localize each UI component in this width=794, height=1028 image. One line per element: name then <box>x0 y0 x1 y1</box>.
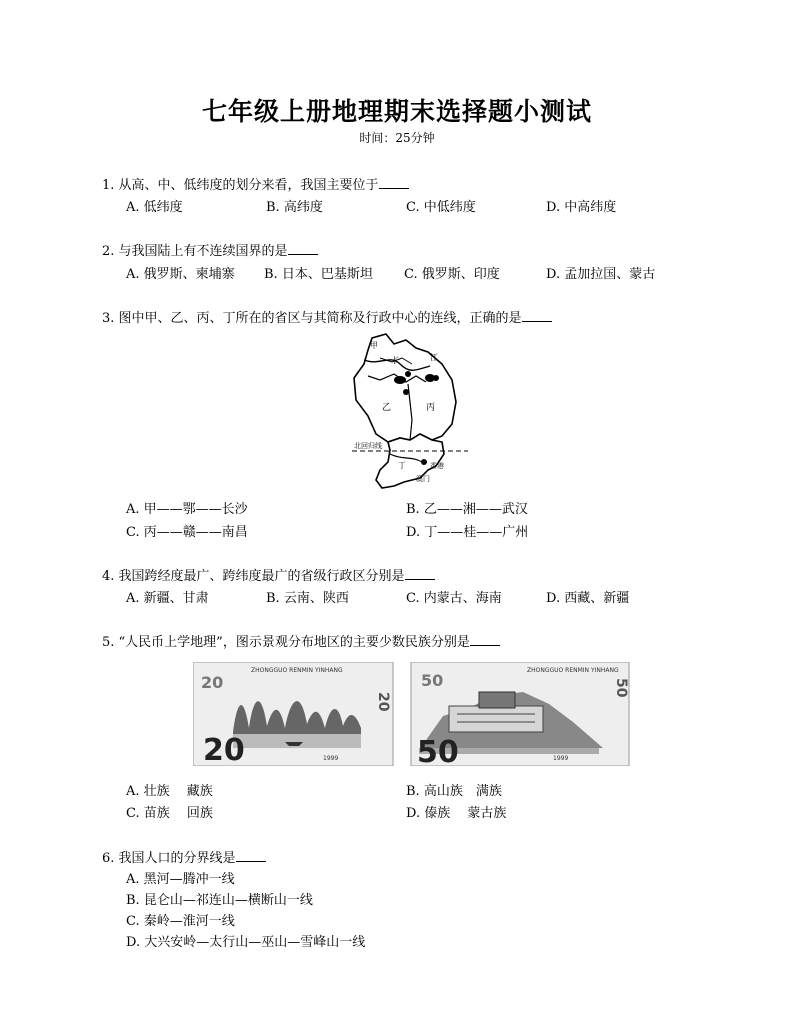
question-stem: 4. 我国跨经度最广、跨纬度最广的省级行政区分别是 <box>102 569 405 584</box>
q6-option-a: A. 黑河—腾冲一线 <box>126 872 235 887</box>
q4-option-b: B. 云南、陕西 <box>266 591 349 606</box>
question-3 <box>102 307 552 326</box>
question-stem: 5. “人民币上学地理”，图示景观分布地区的主要少数民族分别是 <box>102 635 470 650</box>
question-4 <box>102 565 435 584</box>
question-6 <box>102 847 266 866</box>
note50-value-top: 50 <box>421 671 444 690</box>
q1-option-c: C. 中低纬度 <box>406 200 476 215</box>
province-map <box>350 330 470 494</box>
label-ding: 丁 <box>398 461 406 470</box>
answer-blank <box>522 309 552 322</box>
banknote-20 <box>193 662 393 766</box>
note20-value-top: 20 <box>201 673 224 692</box>
label-chang: 长 <box>392 356 400 365</box>
note20-year: 1999 <box>323 755 339 762</box>
label-jia: 甲 <box>370 341 378 350</box>
label-bing: 丙 <box>426 403 436 413</box>
q3-option-a: A. 甲——鄂——长沙 <box>126 502 248 517</box>
q2-option-a: A. 俄罗斯、柬埔寨 <box>126 267 235 282</box>
capital-dot <box>433 375 439 381</box>
palace-center <box>479 692 515 708</box>
note50-value-vertical: 50 <box>613 678 629 698</box>
question-5 <box>102 631 500 650</box>
note50-header: ZHONGGUO RENMIN YINHANG <box>527 667 619 674</box>
label-yi: 乙 <box>382 403 392 413</box>
label-macau: 澳门 <box>416 475 430 483</box>
banknote-images <box>193 662 633 766</box>
q4-option-c: C. 内蒙古、海南 <box>406 591 502 606</box>
q4-option-a: A. 新疆、甘肃 <box>126 591 209 606</box>
q2-option-c: C. 俄罗斯、印度 <box>404 267 500 282</box>
label-jiang: 江 <box>430 353 438 362</box>
capital-dot <box>421 459 427 465</box>
note50-value-large: 50 <box>417 735 459 766</box>
answer-blank <box>405 567 435 580</box>
q6-option-b: B. 昆仑山—祁连山—横断山一线 <box>126 893 313 908</box>
q2-option-b: B. 日本、巴基斯坦 <box>264 267 373 282</box>
note20-value-large: 20 <box>203 733 245 766</box>
page-title: 七年级上册地理期末选择题小测试 <box>201 97 592 126</box>
q3-option-d: D. 丁——桂——广州 <box>406 525 529 540</box>
map-outline-south <box>376 434 444 488</box>
q5-option-b: B. 高山族 满族 <box>406 784 502 799</box>
note50-year: 1999 <box>553 755 569 762</box>
map-outline-north <box>354 334 456 442</box>
q3-option-b: B. 乙——湘——武汉 <box>406 502 528 517</box>
q2-option-d: D. 孟加拉国、蒙古 <box>546 267 656 282</box>
q6-option-c: C. 秦岭—淮河一线 <box>126 914 235 929</box>
question-stem: 2. 与我国陆上有不连续国界的是 <box>102 244 288 259</box>
time-label: 时间：25分钟 <box>359 131 435 145</box>
q5-option-c: C. 苗族 回族 <box>126 806 213 821</box>
answer-blank <box>379 176 409 189</box>
q6-option-d: D. 大兴安岭—太行山—巫山—雪峰山一线 <box>126 935 366 950</box>
q1-option-d: D. 中高纬度 <box>546 200 617 215</box>
question-stem: 3. 图中甲、乙、丙、丁所在的省区与其简称及行政中心的连线，正确的是 <box>102 311 522 326</box>
note20-header: ZHONGGUO RENMIN YINHANG <box>251 667 343 674</box>
q1-option-b: B. 高纬度 <box>266 200 323 215</box>
answer-blank <box>470 633 500 646</box>
answer-blank <box>236 849 266 862</box>
capital-dot <box>405 371 411 377</box>
capital-dot <box>403 389 409 395</box>
banknote-50 <box>411 662 629 766</box>
q3-option-c: C. 丙——赣——南昌 <box>126 525 248 540</box>
answer-blank <box>288 242 318 255</box>
question-2 <box>102 240 318 259</box>
question-1 <box>102 174 409 193</box>
q5-option-a: A. 壮族 藏族 <box>126 784 213 799</box>
lake <box>394 376 406 384</box>
q1-option-a: A. 低纬度 <box>126 200 183 215</box>
note20-value-vertical: 20 <box>375 692 391 712</box>
q4-option-d: D. 西藏、新疆 <box>546 591 630 606</box>
label-tropic: 北回归线 <box>354 442 382 450</box>
question-stem: 6. 我国人口的分界线是 <box>102 851 236 866</box>
palace-base <box>449 706 543 732</box>
label-hongkong: 香港 <box>430 462 444 470</box>
q5-option-d: D. 傣族 蒙古族 <box>406 806 507 821</box>
question-stem: 1. 从高、中、低纬度的划分来看，我国主要位于 <box>102 178 379 193</box>
